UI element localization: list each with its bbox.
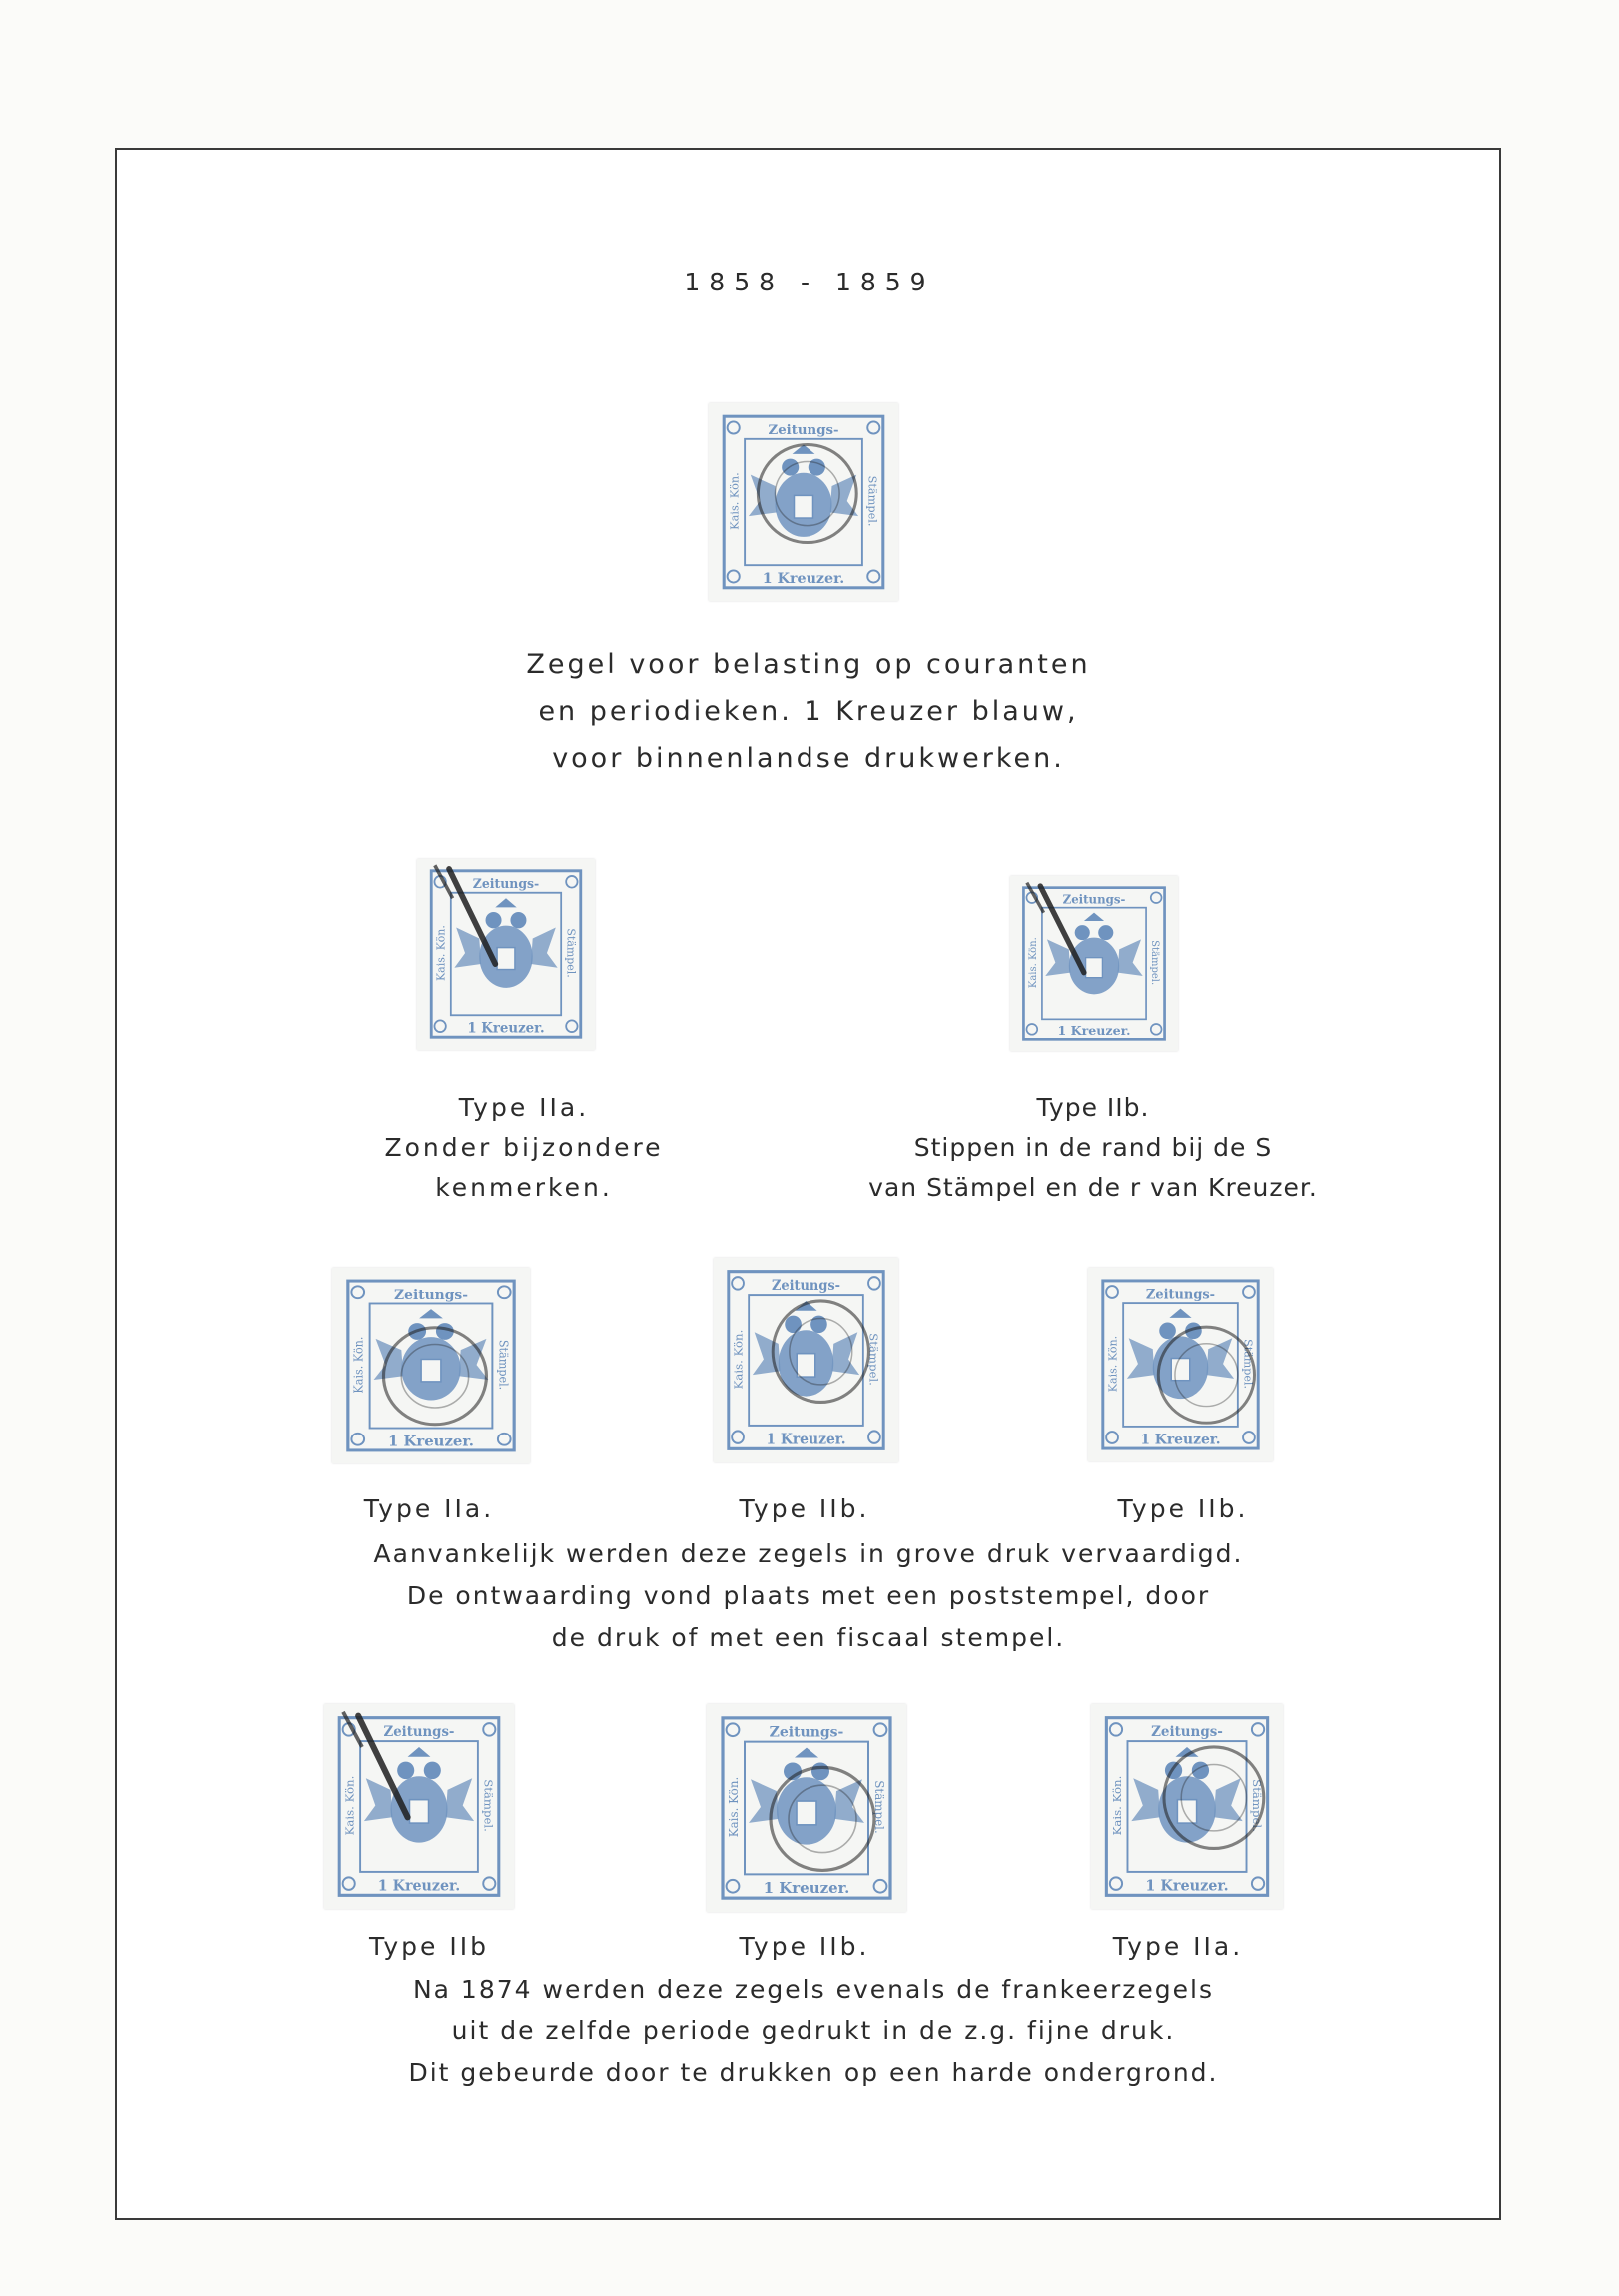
stamp-right-text: Stämpel. <box>564 928 578 978</box>
stamp-design <box>707 1704 906 1912</box>
stamp-row3-left <box>324 1704 514 1909</box>
stamp-design <box>332 1268 530 1463</box>
stamp-design <box>714 1258 898 1462</box>
row2-caption-middle: Type IIb. <box>739 1494 870 1523</box>
row2-text-line-2: De ontwaarding vond plaats met een poststempel, door <box>406 1581 1211 1610</box>
stamp-row1-left <box>417 859 595 1050</box>
stamp-row2-left <box>332 1268 530 1463</box>
stamp-corner-ornament <box>351 1286 364 1298</box>
stamp-value-text: 1 Kreuzer. <box>766 1432 846 1448</box>
stamp-value-text: 1 Kreuzer. <box>377 1877 461 1895</box>
row3-text-line-1: Na 1874 werden deze zegels evenals de frankeerzegels <box>412 1975 1215 2004</box>
stamp-design <box>417 859 595 1050</box>
stamp-corner-ornament <box>1110 1723 1122 1735</box>
stamp-right-text: Stämpel. <box>1250 1779 1265 1832</box>
row1-left-caption <box>329 1088 719 1208</box>
stamp-right-text: Stämpel. <box>481 1779 496 1832</box>
eagle-emblem-icon <box>374 1309 489 1400</box>
stamp-value-text: 1 Kreuzer. <box>1145 1877 1229 1895</box>
stamp-corner-ornament <box>566 1020 577 1032</box>
stamp-design <box>324 1704 514 1909</box>
stamp-left-text: Kais. Kön. <box>1106 1335 1120 1393</box>
row3-text-line-3: Dit gebeurde door te drukken op een harde ondergrond. <box>408 2058 1219 2087</box>
stamp-corner-ornament <box>874 1723 887 1736</box>
stamp-design <box>1091 1704 1283 1909</box>
stamp-right-text: Stämpel. <box>865 475 880 527</box>
stamp-corner-ornament <box>343 1877 355 1889</box>
stamp-row2-right <box>1088 1268 1273 1461</box>
row1-left-type: Type IIa. <box>458 1093 590 1122</box>
stamp-top-text: Zeitungs- <box>1145 1287 1216 1303</box>
stamp-left-text: Kais. Kön. <box>1109 1775 1124 1836</box>
stamp-top-text: Zeitungs- <box>771 1278 841 1295</box>
stamp-corner-ornament <box>1252 1877 1264 1889</box>
stamp-corner-ornament <box>728 421 740 433</box>
eagle-emblem-icon <box>753 1301 859 1397</box>
intro-line-3: voor binnenlandse drukwerken. <box>552 743 1065 774</box>
stamp-value-text: 1 Kreuzer. <box>388 1433 474 1450</box>
stamp-corner-ornament <box>867 421 879 433</box>
stamp-top-text: Zeitungs- <box>1062 892 1126 907</box>
stamp-right-text: Stämpel. <box>1241 1339 1255 1389</box>
stamp-top-text: Zeitungs- <box>768 423 839 439</box>
stamp-corner-ornament <box>498 1286 511 1298</box>
stamp-row3-right <box>1091 1704 1283 1909</box>
stamp-corner-ornament <box>483 1877 495 1889</box>
stamp-corner-ornament <box>351 1434 364 1445</box>
intro-line-2: en periodieken. 1 Kreuzer blauw, <box>538 696 1079 727</box>
row3-caption-left: Type IIb <box>369 1932 489 1961</box>
stamp-corner-ornament <box>732 1277 744 1289</box>
stamp-corner-ornament <box>728 570 740 582</box>
row1-right-note-2: van Stämpel en de r van Kreuzer. <box>868 1173 1318 1202</box>
stamp-corner-ornament <box>1026 1024 1037 1035</box>
stamp-corner-ornament <box>874 1880 887 1893</box>
stamp-corner-ornament <box>1106 1432 1118 1443</box>
stamp-corner-ornament <box>566 876 577 888</box>
stamp-corner-ornament <box>1151 1024 1162 1035</box>
stamp-design <box>709 403 898 601</box>
row2-text-line-1: Aanvankelijk werden deze zegels in grove druk vervaardigd. <box>373 1539 1244 1568</box>
stamp-row2-middle <box>714 1258 898 1462</box>
stamp-corner-ornament <box>1110 1877 1122 1889</box>
row3-caption-middle: Type IIb. <box>739 1932 870 1961</box>
stamp-left-text: Kais. Kön. <box>434 925 448 982</box>
row1-right-type: Type IIb. <box>1036 1093 1150 1122</box>
row3-caption-right: Type IIa. <box>1112 1932 1244 1961</box>
stamp-row1-right <box>1010 876 1178 1051</box>
stamp-corner-ornament <box>1252 1723 1264 1735</box>
stamp-corner-ornament <box>1151 892 1162 903</box>
stamp-top-text: Zeitungs- <box>1151 1724 1223 1741</box>
stamp-corner-ornament <box>1243 1286 1255 1298</box>
stamp-value-text: 1 Kreuzer. <box>1140 1432 1221 1448</box>
stamp-corner-ornament <box>732 1431 744 1442</box>
stamp-left-text: Kais. Kön. <box>342 1775 357 1836</box>
stamp-corner-ornament <box>1243 1432 1255 1443</box>
row3-text <box>319 1969 1308 2094</box>
stamp-value-text: 1 Kreuzer. <box>467 1020 545 1037</box>
page-title: 1858 - 1859 <box>684 268 935 296</box>
stamp-corner-ornament <box>867 570 879 582</box>
stamp-right-text: Stämpel. <box>871 1780 887 1834</box>
stamp-left-text: Kais. Kön. <box>1028 937 1040 989</box>
stamp-design <box>1088 1268 1273 1461</box>
row2-caption-right: Type IIb. <box>1117 1494 1249 1523</box>
stamp-design <box>1010 876 1178 1051</box>
stamp-top-centre <box>709 403 898 601</box>
row2-text-line-3: de druk of met een fiscaal stempel. <box>551 1623 1066 1652</box>
stamp-corner-ornament <box>868 1431 880 1442</box>
row2-text <box>309 1533 1308 1659</box>
row1-left-note-2: kenmerken. <box>435 1173 613 1202</box>
stamp-right-text: Stämpel. <box>496 1339 511 1391</box>
stamp-left-text: Kais. Kön. <box>351 1336 366 1394</box>
stamp-top-text: Zeitungs- <box>394 1287 468 1303</box>
intro-line-1: Zegel voor belasting op couranten <box>526 649 1091 680</box>
stamp-corner-ornament <box>868 1277 880 1289</box>
row1-right-note-1: Stippen in de rand bij de S <box>913 1133 1273 1162</box>
stamp-right-text: Stämpel. <box>1148 940 1160 986</box>
stamp-top-text: Zeitungs- <box>383 1724 455 1741</box>
row1-right-caption <box>848 1088 1338 1208</box>
stamp-right-text: Stämpel. <box>866 1333 881 1386</box>
stamp-left-text: Kais. Kön. <box>727 472 742 530</box>
intro-text <box>439 641 1178 782</box>
stamp-left-text: Kais. Kön. <box>731 1329 746 1390</box>
stamp-top-text: Zeitungs- <box>769 1724 844 1741</box>
stamp-corner-ornament <box>483 1723 495 1735</box>
stamp-top-text: Zeitungs- <box>472 876 540 892</box>
stamp-corner-ornament <box>727 1880 740 1893</box>
stamp-value-text: 1 Kreuzer. <box>762 571 845 588</box>
stamp-corner-ornament <box>498 1434 511 1445</box>
eagle-emblem-icon <box>1127 1309 1234 1400</box>
stamp-row3-middle <box>707 1704 906 1912</box>
row1-left-note-1: Zonder bijzondere <box>384 1133 664 1162</box>
stamp-corner-ornament <box>1106 1286 1118 1298</box>
stamp-value-text: 1 Kreuzer. <box>1057 1023 1131 1039</box>
row2-caption-left: Type IIa. <box>363 1494 495 1523</box>
stamp-corner-ornament <box>727 1723 740 1736</box>
stamp-corner-ornament <box>434 1020 445 1032</box>
stamp-value-text: 1 Kreuzer. <box>763 1879 850 1898</box>
row3-text-line-2: uit de zelfde periode gedrukt in de z.g. fijne druk. <box>451 2016 1176 2045</box>
stamp-left-text: Kais. Kön. <box>726 1776 742 1838</box>
